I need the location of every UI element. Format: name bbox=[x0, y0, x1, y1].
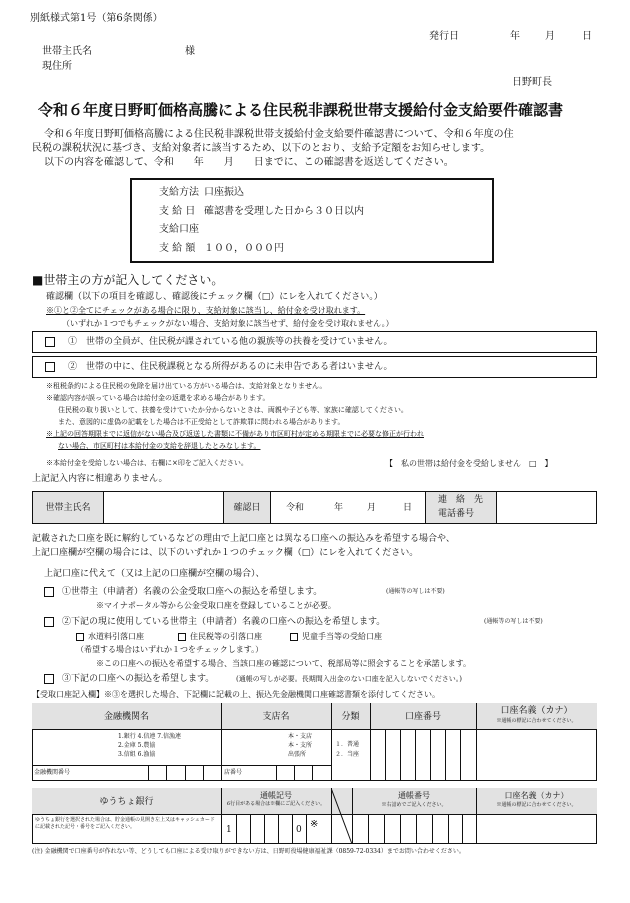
opt1-small: (通帳等の写しは不要) bbox=[386, 588, 445, 595]
issue-year: 年 bbox=[510, 31, 520, 42]
intro-line-1: 令和６年度日野町価格高騰による住民税非課税世帯支援給付金支給要件確認書について、令和６年度の住 bbox=[44, 129, 514, 140]
yucho-number-header: 通帳番号 bbox=[398, 791, 430, 800]
opt2-small: (通帳等の写しは不要) bbox=[484, 618, 543, 625]
sub-water-checkbox[interactable] bbox=[76, 631, 84, 642]
decline-checkbox[interactable]: 【 私の世帯は給付金を受給しません □ 】 bbox=[385, 459, 553, 468]
branch-kind-1: 本・支店 bbox=[288, 733, 313, 740]
sub-child: 児童手当等の受給口座 bbox=[302, 632, 382, 641]
type-header: 分類 bbox=[341, 712, 360, 722]
check-item-1-box[interactable] bbox=[45, 336, 55, 348]
opt2-note-2: ※この口座への振込を希望する場合、当該口座の確認について、税部局等に照会することを承諾します。 bbox=[96, 659, 472, 668]
opt1-text: ①世帯主（申請者）名義の公金受取口座への振込を希望します。 bbox=[62, 587, 323, 597]
contact-label-2: 電話番号 bbox=[438, 509, 475, 519]
payment-date-label: 支 給 日 bbox=[159, 206, 196, 217]
note-fraud: また、意図的に虚偽の記載をした場合は不正受給として詐欺罪に問われる場合があります。 bbox=[58, 418, 345, 426]
footer-note: (注) 金融機関で口座番号が作れない等、どうしても口座による受け取りができない方は、日野町役場健康福祉課（0859-72-0334）までお問い合わせください。 bbox=[32, 848, 465, 855]
bank-header: 金融機関名 bbox=[103, 712, 149, 722]
opt1-checkbox[interactable] bbox=[44, 586, 54, 598]
contact-phone-field[interactable] bbox=[498, 492, 596, 523]
branch-kind-3: 出張所 bbox=[288, 751, 307, 758]
holder-header: 口座名義（カナ） bbox=[500, 706, 573, 716]
opt3-small: (通帳の写しが必要。長期間入出金のない口座を記入しないでください。) bbox=[236, 675, 462, 683]
bank-kind-3: 3.信組 6.漁協 bbox=[118, 751, 156, 758]
payment-account-label: 支給口座 bbox=[159, 224, 199, 235]
intro-line-3: 以下の内容を確認して、令和 年 月 日までに、この確認書を返送してください。 bbox=[44, 157, 454, 168]
note-refund: ※確認内容が誤っている場合は給付金の返還を求める場合があります。 bbox=[46, 394, 270, 402]
sub-tax: 住民税等の引落口座 bbox=[190, 632, 262, 641]
note-family: 住民税の取り扱いとして、扶養を受けていたか分からないときは、両親や子ども等、家族に確認してください。 bbox=[58, 406, 408, 414]
holder-header-note: ※通帳の標記に合わせてください。 bbox=[496, 718, 577, 724]
contact-label-1: 連 絡 先 bbox=[438, 495, 484, 505]
eligibility-note-1: ※①と②全てにチェックがある場合に限り、支給対象に該当し、給付金を受け取れます。 bbox=[46, 306, 366, 315]
yucho-symbol-note: 6行目がある場合は※欄にご記入ください。 bbox=[226, 801, 326, 807]
yucho-holder-note: ※通帳の標記に合わせてください。 bbox=[496, 802, 577, 808]
bank-form-title: 【受取口座記入欄】※③を選択した場合、下記欄に記載の上、振込先金融機関口座確認書類を添付してください。 bbox=[32, 690, 440, 699]
sign-day: 日 bbox=[403, 503, 413, 513]
sign-month: 月 bbox=[367, 503, 377, 513]
type-ordinary: １．普通 bbox=[335, 741, 360, 748]
branch-header: 支店名 bbox=[262, 712, 290, 722]
note-deadline-2: ない場合、市区町村は本給付金の支給を辞退したとみなします。 bbox=[58, 442, 261, 450]
note-deadline-1: ※上記の回答期限までに返信がない場合及び返送した書類に不備があり市区町村が定める期限までに必要な修正が行われ bbox=[46, 430, 424, 438]
payment-method-label: 支給方法 bbox=[159, 187, 199, 198]
confirm-note: 確認欄（以下の項目を確認し、確認後にチェック欄（□）にレを入れてください。） bbox=[46, 292, 383, 302]
opt3-text: ③下記の口座への振込を希望します。 bbox=[62, 674, 215, 684]
payment-date-value: 確認書を受理した日から３０日以内 bbox=[204, 206, 364, 217]
payment-amount-value: １００，０００円 bbox=[204, 243, 284, 254]
alt-account-lead: 上記口座に代えて（又は上記の口座欄が空欄の場合）、 bbox=[44, 569, 265, 579]
yucho-digit-last: 0 bbox=[296, 825, 302, 835]
confirm-date-label: 確認日 bbox=[223, 491, 271, 524]
yucho-number-note: ※右詰めでご記入ください。 bbox=[381, 802, 447, 808]
intro-line-2: 民税の課税状況に基づき、支給対象者に該当するため、以下のとおり、支給予定額をお知らせします。 bbox=[32, 143, 491, 154]
bank-kind-1: 1.銀行 4.信連 7.信漁連 bbox=[118, 733, 181, 740]
payment-amount-label: 支 給 額 bbox=[159, 243, 196, 254]
yucho-holder-header: 口座名義（カナ） bbox=[504, 791, 569, 800]
issue-month: 月 bbox=[545, 31, 555, 42]
sub-tax-checkbox[interactable] bbox=[178, 631, 186, 642]
affirm-text: 上記記入内容に相違ありません。 bbox=[32, 474, 168, 484]
householder-name-field[interactable] bbox=[105, 492, 223, 523]
yucho-holder-field[interactable] bbox=[477, 815, 596, 843]
alt-account-p2: 上記口座欄が空欄の場合には、以下のいずれか１つのチェック欄（□）にレを入れてください。 bbox=[32, 548, 419, 558]
type-current: ２．当座 bbox=[335, 751, 360, 758]
alt-account-p1: 記載された口座を既に解約しているなどの理由で上記口座とは異なる口座への振込みを希望する場合や、 bbox=[32, 534, 455, 544]
sign-year: 年 bbox=[334, 503, 344, 513]
yucho-asterisk: ※ bbox=[310, 819, 319, 830]
check-item-2-box[interactable] bbox=[45, 361, 55, 373]
yucho-note: ゆうちょ銀行を選択された場合は、貯金通帳の見開き左上又はキャッシュカードに記載された記号・番号をご記入ください。 bbox=[35, 817, 215, 830]
holder-name-field[interactable] bbox=[477, 730, 596, 780]
bank-kind-2: 2.金庫 5.農協 bbox=[118, 742, 156, 749]
householder-label: 世帯主氏名 bbox=[42, 46, 92, 57]
sub-child-checkbox[interactable] bbox=[290, 631, 298, 642]
yucho-symbol-header: 通帳記号 bbox=[260, 791, 292, 800]
section1-heading: ■世帯主の方が記入してください。 bbox=[32, 273, 224, 287]
opt2-note-1: （希望する場合はいずれか１つをチェックします。） bbox=[76, 645, 264, 654]
issue-date-label: 発行日 bbox=[429, 31, 459, 42]
check-item-2-text: ② 世帯の中に、住民税課税となる所得があるのに未申告である者はいません。 bbox=[68, 362, 393, 372]
form-number: 別紙様式第1号（第6条関係） bbox=[30, 13, 163, 24]
branch-kind-2: 本・支所 bbox=[288, 742, 313, 749]
issuer: 日野町長 bbox=[512, 77, 552, 88]
opt1-note: ※マイナポータル等から公金受取口座を登録していることが必要。 bbox=[96, 601, 336, 610]
sign-reiwa: 令和 bbox=[286, 503, 305, 513]
opt2-text: ②下記の現に使用している世帯主（申請者）名義の口座への振込を希望します。 bbox=[62, 617, 386, 627]
note-decline: ※本給付金を受給しない場合は、右欄に×印をご記入ください。 bbox=[46, 459, 248, 467]
account-number-header: 口座番号 bbox=[404, 712, 441, 722]
yucho-title: ゆうちょ銀行 bbox=[99, 797, 154, 807]
yucho-digit-first: 1 bbox=[226, 825, 232, 835]
branch-code-label: 店番号 bbox=[224, 769, 243, 776]
note-tax-treaty: ※租税条約による住民税の免除を届け出ている方がいる場合は、支給対象となりません。 bbox=[46, 382, 327, 390]
opt2-checkbox[interactable] bbox=[44, 616, 54, 628]
householder-name-label: 世帯主氏名 bbox=[32, 491, 104, 524]
issue-day: 日 bbox=[582, 31, 592, 42]
sama: 様 bbox=[185, 46, 195, 57]
diagonal-strike bbox=[331, 788, 352, 844]
bank-code-label: 金融機関番号 bbox=[34, 769, 71, 776]
payment-method-value: 口座振込 bbox=[204, 187, 244, 198]
sub-water: 水道料引落口座 bbox=[88, 632, 144, 641]
page-title: 令和６年度日野町価格高騰による住民税非課税世帯支援給付金支給要件確認書 bbox=[38, 101, 564, 119]
opt3-checkbox[interactable] bbox=[44, 673, 54, 685]
eligibility-note-2: （いずれか１つでもチェックがない場合、支給対象に該当せず、給付金を受け取れません。） bbox=[62, 319, 394, 328]
current-address: 現住所 bbox=[42, 61, 72, 72]
check-item-1-text: ① 世帯の全員が、住民税が課されている他の親族等の扶養を受けていません。 bbox=[68, 337, 393, 347]
